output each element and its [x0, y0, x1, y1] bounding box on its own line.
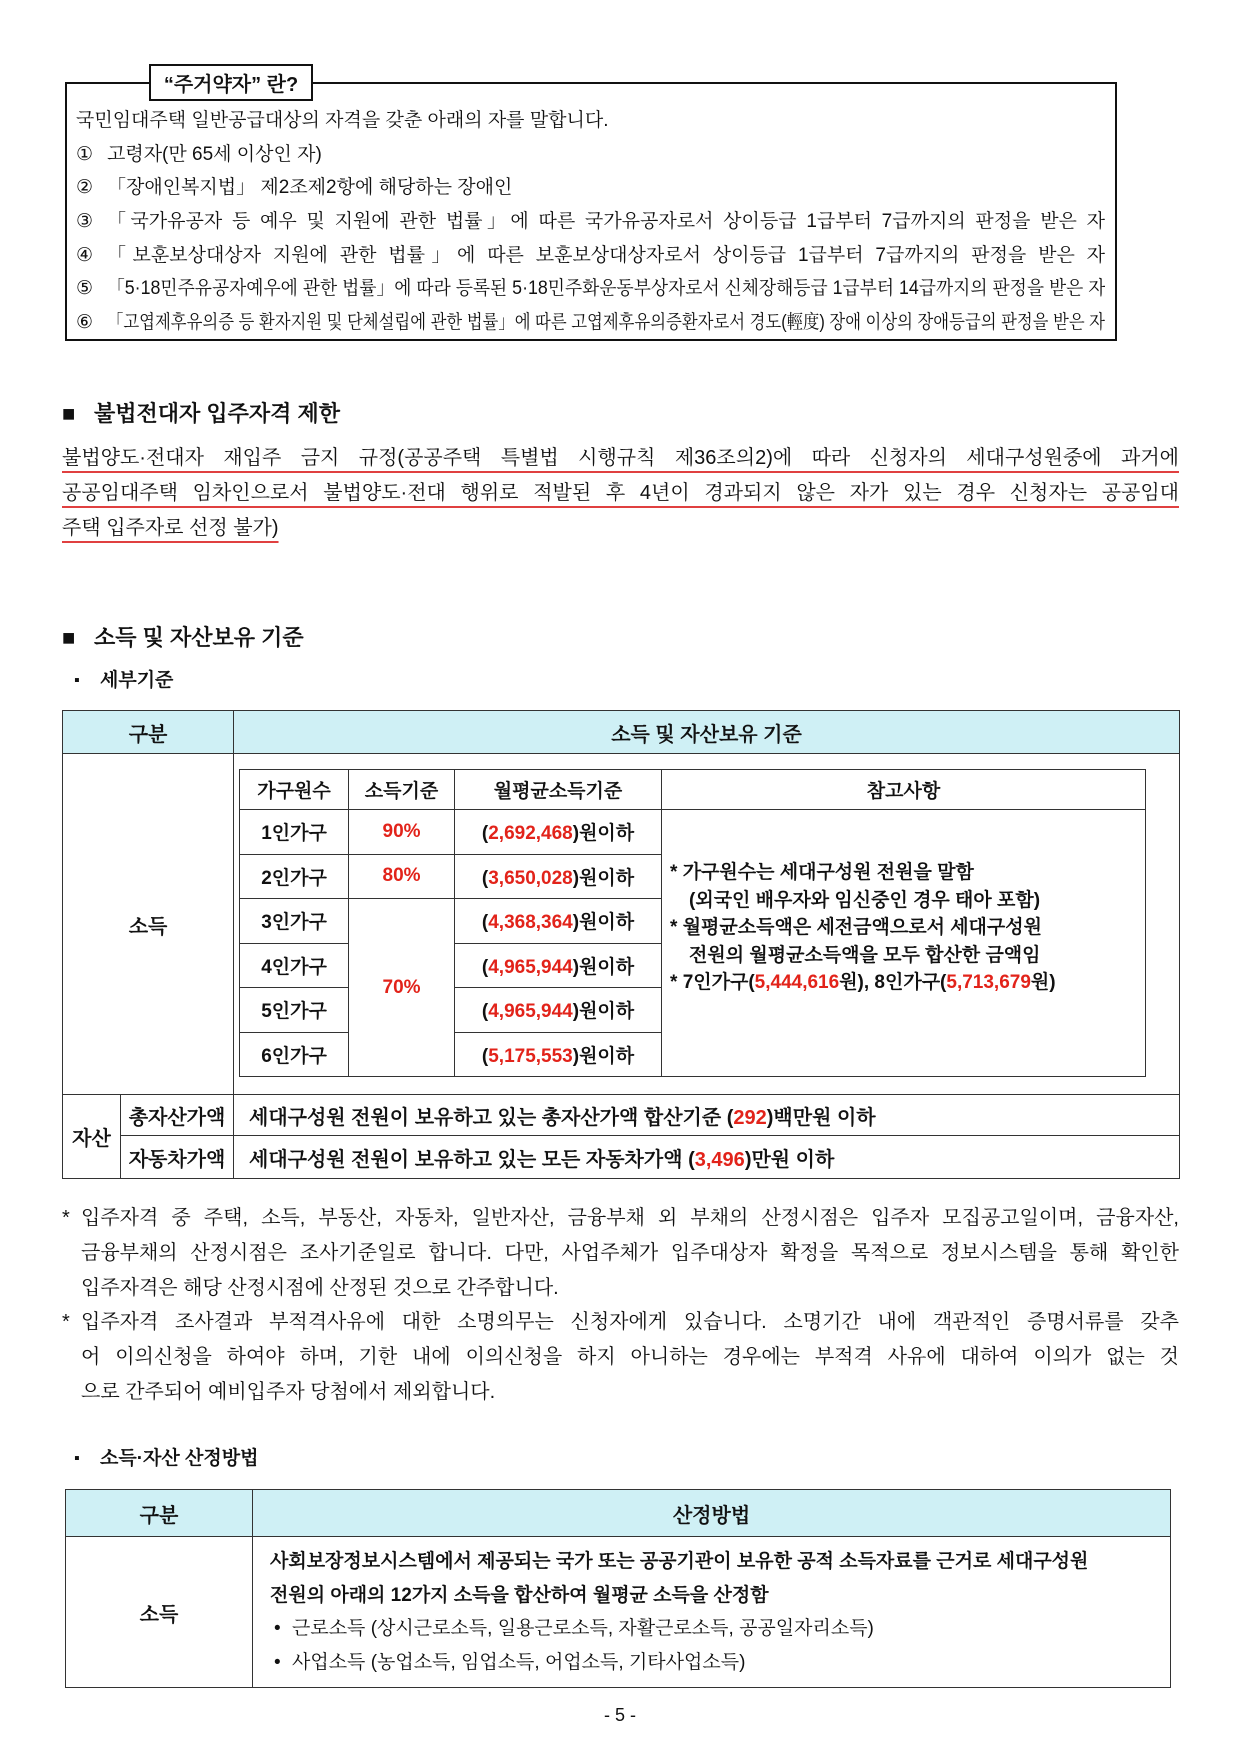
line-wrap: [670, 914, 1137, 942]
amount-suffix: )원이하: [572, 1001, 635, 1023]
item-number: ④: [76, 244, 94, 266]
footnote-line: 입주자격 조사결과 부적격사유에 대한 소명의무는 신청자에게 있습니다. 소명기간 내에 객관적인 증명서류를 갖추: [81, 1311, 1179, 1334]
footnote-line: 금융부채의 산정시점은 조사기준일로 합니다. 다만, 사업주체가 입주대상자 확정을 목적으로 정보시스템을 통해 확인한: [81, 1241, 1179, 1264]
line-wrap: [62, 511, 1179, 546]
income-criteria-cell: [234, 754, 1180, 1095]
list-item: [76, 171, 1105, 205]
description-line: 사회보장정보시스템에서 제공되는 국가 또는 공공기관이 보유한 공적 소득자료를 근거로 세대구성원: [270, 1551, 1089, 1572]
line-wrap: [107, 239, 1105, 273]
footnote-line: 입주자격 중 주택, 소득, 부동산, 자동차, 일반자산, 금융부채 외 부채의 산정시점은 입주자 모집공고일이며, 금융자산,: [81, 1207, 1179, 1229]
monthly-income-limit: [455, 818, 661, 845]
row-label-income: 소득: [63, 754, 234, 1095]
remarks-cell: [662, 810, 1146, 1077]
line-wrap: [455, 907, 661, 934]
line-wrap: [121, 1143, 233, 1172]
monthly-income-cell: [455, 1032, 662, 1077]
amount-suffix: )원이하: [572, 912, 635, 934]
line-wrap: [292, 1646, 1158, 1680]
monthly-income-cell: [455, 988, 662, 1033]
page-number: - 5 -: [603, 1705, 636, 1725]
line-wrap: [81, 1201, 1179, 1236]
table-header-row: [240, 770, 1146, 810]
amount-open: (: [481, 867, 489, 889]
list-item: [76, 239, 1105, 273]
line-wrap: [249, 1143, 1179, 1172]
household-size: 3인가구: [240, 899, 349, 944]
black-square-icon: ■: [62, 401, 76, 426]
paragraph-line: 공공임대주택 임차인으로서 불법양도·전대 행위로 적발된 후 4년이 경과되지 않은 자가 있는 경우 신청자는 공공임대: [62, 482, 1179, 504]
line-wrap: [292, 1612, 1158, 1646]
table-header-row: [66, 1490, 1171, 1537]
table-header-row: [63, 711, 1180, 754]
footnote-line: 어 이의신청을 하여야 하며, 기한 내에 이의신청을 하지 아니하는 경우에는 부적격 사유에 대하여 이의가 없는 것: [81, 1346, 1179, 1369]
table-row-income: [66, 1537, 1171, 1688]
footnote-lines: [81, 1201, 1179, 1305]
item-number: ①: [76, 143, 94, 165]
table-body: [63, 711, 1180, 1179]
table-row-income: [63, 754, 1180, 1095]
item-number: ⑥: [76, 312, 94, 334]
line-wrap: [81, 1375, 1179, 1410]
header-monthly-income: 월평균소득기준: [455, 770, 662, 810]
income-rate: 70%: [349, 899, 455, 1077]
line-wrap: [670, 942, 1137, 970]
footnotes: [62, 1201, 1179, 1410]
asset-criteria-text: [249, 1101, 1179, 1130]
line-wrap: [81, 1236, 1179, 1271]
amount-value: 4,368,364: [488, 912, 573, 934]
method-description-cell: [253, 1537, 1171, 1688]
list-item: [76, 138, 1105, 172]
amount-value: 5,175,553: [488, 1045, 573, 1067]
small-square-icon: ▪: [74, 672, 80, 689]
subheading-text: 세부기준: [100, 670, 174, 691]
list-item: [76, 205, 1105, 239]
line-wrap: [455, 1041, 661, 1068]
household-size: 1인가구: [240, 810, 349, 855]
criteria-text: 세대구성원 전원이 보유하고 있는 총자산가액 합산기준 (: [249, 1106, 734, 1129]
list-item: [76, 306, 1105, 340]
remark-value: 5,444,616: [754, 972, 840, 993]
asset-type-text: 자동차가액: [128, 1148, 226, 1171]
income-by-household-table: [239, 769, 1146, 1077]
asterisk-mark: *: [62, 1207, 70, 1229]
bullet-icon: •: [274, 1618, 281, 1639]
footnote-line: 으로 간주되어 예비입주자 당첨에서 제외합니다.: [81, 1380, 496, 1403]
amount-value: 4,965,944: [488, 1001, 573, 1023]
bullet-text: 근로소득 (상시근로소득, 일용근로소득, 자활근로소득, 공공일자리소득): [292, 1618, 874, 1639]
monthly-income-limit: [455, 907, 661, 934]
monthly-income-limit: [455, 863, 661, 890]
monthly-income-cell: [455, 899, 662, 944]
amount-suffix: )원이하: [572, 956, 635, 978]
amount-suffix: )원이하: [572, 867, 635, 889]
remark-line: 전원의 월평균소득액을 모두 합산한 금액임: [689, 944, 1041, 966]
monthly-income-cell: [455, 943, 662, 988]
amount-suffix: )원이하: [572, 823, 635, 845]
box-content: [76, 104, 1105, 340]
section-heading-income-asset: [62, 622, 304, 654]
section-heading-text: 소득 및 자산보유 기준: [94, 625, 304, 650]
box-intro: 국민임대주택 일반공급대상의 자격을 갖춘 아래의 자를 말합니다.: [76, 110, 609, 131]
asset-criteria-cell: [234, 1136, 1180, 1179]
line-wrap: [81, 1305, 1179, 1340]
header-cell-category: 구분: [63, 711, 234, 754]
bullet-text: 사업소득 (농업소득, 임업소득, 어업소득, 기타사업소득): [292, 1651, 746, 1673]
small-square-icon: ▪: [74, 1450, 80, 1467]
housing-vulnerable-box: [65, 82, 1117, 341]
subheading-detail-criteria: [74, 667, 173, 695]
footnote-line: 입주자격은 해당 산정시점에 산정된 것으로 간주합니다.: [81, 1276, 559, 1299]
household-size: 2인가구: [240, 854, 349, 899]
line-wrap: [107, 306, 1105, 340]
black-square-icon: ■: [62, 625, 76, 650]
amount-open: (: [481, 1001, 489, 1023]
monthly-income-limit: [455, 996, 661, 1023]
item-text: 「국가유공자 등 예우 및 지원에 관한 법률」에 따른 국가유공자로서 상이등급 1급부터 7급까지의 판정을 받은 자: [107, 211, 1105, 233]
description-line: 전원의 아래의 12가지 소득을 합산하여 월평균 소득을 산정함: [270, 1584, 769, 1606]
line-wrap: [107, 205, 1105, 239]
amount-value: 4,965,944: [488, 956, 573, 978]
asset-type-label: [121, 1095, 234, 1136]
remark-text: * 7인가구(: [670, 972, 755, 993]
line-wrap: [455, 952, 661, 979]
remark-line: * 월평균소득액은 세전금액으로서 세대구성원: [670, 917, 1042, 938]
table-row-total-assets: [63, 1095, 1180, 1136]
household-size: 5인가구: [240, 988, 349, 1033]
header-remarks: 참고사항: [662, 770, 1146, 810]
line-wrap: [249, 1101, 1179, 1130]
item-number: ③: [76, 211, 94, 233]
paragraph-line-text: 주택 입주자로 선정 불가): [62, 517, 279, 539]
header-cell-category: 구분: [66, 1490, 253, 1537]
bullet-item: [270, 1612, 1158, 1646]
line-wrap: [107, 272, 1105, 306]
monthly-income-cell: [455, 854, 662, 899]
header-cell-method: 산정방법: [253, 1490, 1171, 1537]
header-cell-criteria: 소득 및 자산보유 기준: [234, 711, 1180, 754]
list-item: [76, 272, 1105, 306]
amount-open: (: [481, 956, 489, 978]
bullet-item: [270, 1646, 1158, 1680]
line-wrap: [76, 104, 1105, 138]
row-label-assets: 자산: [63, 1095, 121, 1179]
line-wrap: [62, 476, 1179, 511]
table-row-vehicle: [63, 1136, 1180, 1179]
asterisk-mark: *: [62, 1311, 70, 1334]
line-wrap: [455, 863, 661, 890]
line-wrap: [455, 818, 661, 845]
line-wrap: [107, 138, 1105, 172]
table-row: [240, 810, 1146, 855]
criteria-value: 3,496: [694, 1148, 745, 1171]
item-text: 고령자(만 65세 이상인 자): [107, 143, 322, 165]
income-rate: 80%: [349, 854, 455, 899]
line-wrap: [670, 887, 1137, 915]
footnote: [62, 1305, 1179, 1409]
asset-criteria-text: [249, 1143, 1179, 1172]
household-size: 6인가구: [240, 1032, 349, 1077]
paragraph-line: 불법양도·전대자 재입주 금지 규정(공공주택 특별법 시행규칙 제36조의2)에 따라 신청자의 세대구성원중에 과거에: [62, 447, 1179, 469]
section-heading-text: 불법전대자 입주자격 제한: [94, 401, 340, 426]
line-wrap: [62, 441, 1179, 476]
asset-type-text: 총자산가액: [128, 1106, 226, 1129]
remark-text: 원), 8인가구(: [839, 972, 947, 993]
footnote: [62, 1201, 1179, 1305]
box-title-label: “주거약자” 란?: [149, 64, 313, 101]
monthly-income-limit: [455, 952, 661, 979]
amount-suffix: )원이하: [572, 1045, 635, 1067]
item-number: ②: [76, 177, 94, 199]
subheading-text: 소득·자산 산정방법: [100, 1448, 259, 1469]
remark-value: 5,713,679: [946, 972, 1031, 993]
remark-text: 원): [1030, 972, 1056, 993]
footnote-lines: [81, 1305, 1179, 1409]
header-household-size: 가구원수: [240, 770, 349, 810]
row-label-income: 소득: [66, 1537, 253, 1688]
criteria-text: 세대구성원 전원이 보유하고 있는 모든 자동차가액 (: [249, 1148, 695, 1171]
bullet-icon: •: [274, 1651, 281, 1673]
line-wrap: [81, 1271, 1179, 1306]
criteria-value: 292: [733, 1106, 767, 1129]
monthly-income-limit: [455, 1041, 661, 1068]
line-wrap: [107, 171, 1105, 205]
remark-line-large-households: [670, 969, 1137, 997]
criteria-suffix: )만원 이하: [744, 1148, 835, 1171]
line-wrap: [270, 1579, 1158, 1613]
amount-open: (: [481, 1045, 489, 1067]
table-body: [66, 1490, 1171, 1688]
subheading-calculation-method: [74, 1445, 258, 1473]
item-text: 「보훈보상대상자 지원에 관한 법률」에 따른 보훈보상대상자로서 상이등급 1급부터 7급까지의 판정을 받은 자: [107, 244, 1105, 266]
paragraph-line: [62, 511, 1179, 546]
line-wrap: [270, 1545, 1158, 1579]
line-wrap: [121, 1101, 233, 1130]
section-heading-illegal-sublease: [62, 398, 340, 430]
item-text: 「장애인복지법」 제2조제2항에 해당하는 장애인: [107, 177, 513, 199]
household-size: 4인가구: [240, 943, 349, 988]
amount-open: (: [481, 912, 489, 934]
item-number: ⑤: [76, 278, 94, 300]
remark-line: * 가구원수는 세대구성원 전원을 말함: [670, 862, 974, 883]
line-wrap: [670, 859, 1137, 887]
asset-type-label: [121, 1136, 234, 1179]
table-body: [240, 770, 1146, 1077]
amount-value: 2,692,468: [488, 823, 573, 845]
amount-value: 3,650,028: [488, 867, 573, 889]
item-text: 「5·18민주유공자예우에 관한 법률」에 따라 등록된 5·18민주화운동부상자로서 신체장해등급 1급부터 14급까지의 판정을 받은 자: [107, 278, 1105, 300]
line-wrap: [455, 996, 661, 1023]
income-asset-criteria-table: [62, 710, 1180, 1179]
asset-criteria-cell: [234, 1095, 1180, 1136]
calculation-method-table: [65, 1489, 1171, 1688]
criteria-suffix: )백만원 이하: [766, 1106, 876, 1129]
item-text: 「고엽제후유의증 등 환자지원 및 단체설립에 관한 법률」에 따른 고엽제후유의증환자로서 경도(輕度) 장애 이상의 장애등급의 판정을 받은 자: [107, 312, 1105, 334]
line-wrap: [81, 1340, 1179, 1375]
amount-open: (: [481, 823, 489, 845]
header-income-rate: 소득기준: [349, 770, 455, 810]
remark-line: (외국인 배우자와 임신중인 경우 태아 포함): [689, 889, 1041, 911]
monthly-income-cell: [455, 810, 662, 855]
illegal-sublease-paragraph: [62, 441, 1179, 546]
income-rate: 90%: [349, 810, 455, 855]
line-wrap: [670, 969, 1137, 997]
